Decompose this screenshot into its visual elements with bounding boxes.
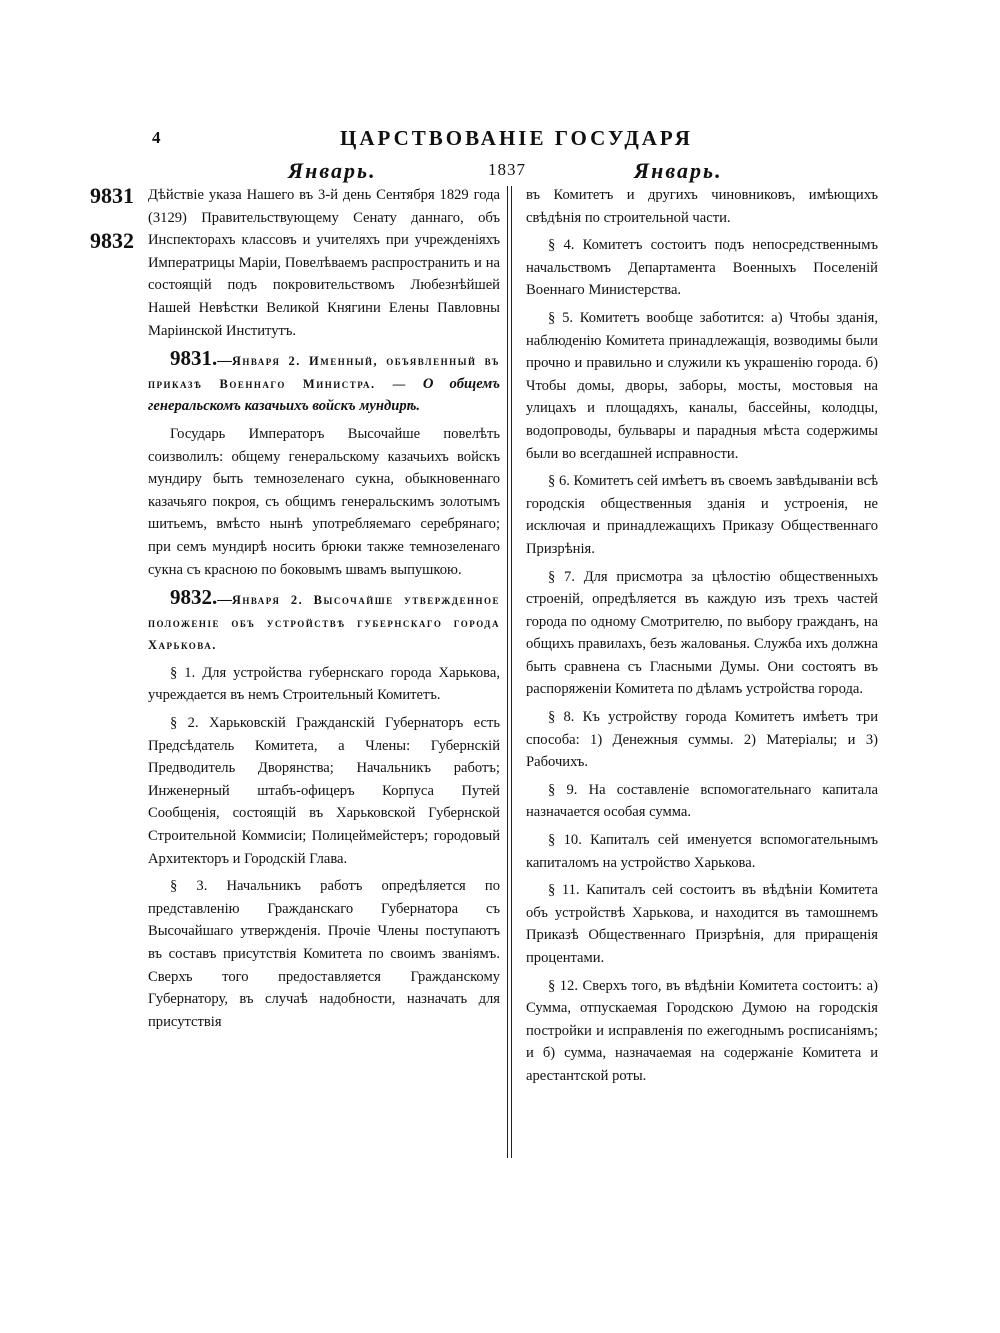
month-left: Январь. — [288, 158, 377, 183]
paragraph-5: § 5. Комитетъ вообще заботится: а) Чтобы зданія, наблюденію Комитета принадлежащія, возводимы были прочно и правильно и служили къ украшенію города. б) Чтобы домы, дворы, заборы, мосты, мостовыя на улицахъ и площадяхъ, каналы, бассейны, колодцы, водопроводы, бульвары и парадныя мѣста содержимы были во всегдашней исправности. — [526, 309, 878, 462]
paragraph-7: § 7. Для присмотра за цѣлостію общественныхъ строеній, опредѣляется въ каждую изъ трехъ частей города по одному Смотрителю, по выбору гражданъ, на общихъ правилахъ, безъ жалованья. Служба ихъ должна быть сравнена съ Гласными Думы. Они состоятъ въ распоряженіи Комитета по дѣламъ устройства города. — [526, 568, 878, 698]
entry-number: 9832. — [170, 585, 218, 610]
paragraph-12: § 12. Сверхъ того, въ вѣдѣніи Комитета состоитъ: а) Сумма, отпускаемая Городскою Думою на городскія постройки и исправленія по ежегоднымъ росписаніямъ; и б) сумма, назначаемая на содержаніе Комитета и арестантской роты. — [526, 977, 878, 1084]
right-column — [526, 184, 878, 1093]
entry-9831-text: Государь Императоръ Высочайше повелѣть соизволилъ: общему генеральскому казачьихъ войскъ мундиру быть темнозеленаго сукна, обыкновеннаго казачьяго покроя, съ общимъ генеральскимъ золотымъ шитьемъ, вмѣсто нынѣ употребляемаго серебрянаго; при семъ мундирѣ носить брюки также темнозеленаго сукна съ красною по боковымъ швамъ выпушкою. — [148, 425, 500, 578]
entry-9831-heading — [148, 347, 500, 418]
year: 1837 — [488, 160, 526, 179]
paragraph-11: § 11. Капиталъ сей состоитъ въ вѣдѣніи Комитета объ устройствѣ Харькова, и находится въ тамошнемъ Приказѣ Общественнаго Призрѣнія, для приращенія процентами. — [526, 882, 878, 966]
paragraph-6: § 6. Комитетъ сей имѣетъ въ своемъ завѣдываніи всѣ городскія общественныя зданія и устроенія, не исключая и принадлежащихъ Приказу Общественнаго Призрѣнія. — [526, 473, 879, 557]
left-column — [148, 184, 500, 1038]
entry-head-text: Января 2. Именный, объявленный въ приказѣ Военнаго Министра. — — [148, 354, 500, 391]
entry-subject: О общемъ генеральскомъ казачьихъ войскъ мундирѣ. — [148, 375, 500, 415]
paragraph-3: § 3. Начальникъ работъ опредѣляется по представленію Гражданскаго Губернатора съ Высочайшаго утвержденія. Прочіе Члены поступаютъ въ составъ присутствія Комитета по своимъ званіямъ. Сверхъ того предоставляется Гражданскому Губернатору, въ случаѣ надобности, назначать для присутствія — [148, 878, 500, 1030]
entry-9832-heading — [148, 586, 500, 657]
paragraph-2: § 2. Харьковскій Гражданскій Губернаторъ есть Предсѣдатель Комитета, а Члены: Губернскій Предводитель Дворянства; Начальникъ работъ; Инженерный штабъ-офицеръ Корпуса Путей Сообщенія, состоящій въ Харьковской Губернской Строительной Коммисіи; Полицеймейстеръ; городовый Архитекторъ и Городскій Глава. — [148, 715, 500, 867]
entry-number: 9831. — [170, 346, 218, 371]
continuation-text: въ Комитетъ и другихъ чиновниковъ, имѣющихъ свѣдѣнія по строительной части. — [526, 187, 878, 226]
page-number: 4 — [152, 128, 161, 147]
entry-dash: — — [217, 353, 232, 370]
entry-head-text: Января 2. Высочайше утвержденное положеніе объ устройствѣ губернскаго города Харькова. — [148, 593, 500, 653]
margin-number-9832: 9832 — [90, 228, 134, 253]
entry-dash: — — [217, 592, 232, 609]
paragraph-8: § 8. Къ устройству города Комитетъ имѣетъ три способа: 1) Денежныя суммы. 2) Матеріалы; и 3) Рабочихъ. — [526, 709, 878, 771]
margin-number-9831: 9831 — [90, 183, 134, 208]
month-right: Январь. — [634, 158, 723, 183]
paragraph-10: § 10. Капиталъ сей именуется вспомогательнымъ капиталомъ на устройство Харькова. — [526, 832, 878, 871]
running-title: ЦАРСТВОВАНІЕ ГОСУДАРЯ — [340, 126, 693, 150]
paragraph-9: § 9. На составленіе вспомогательнаго капитала назначается особая сумма. — [526, 781, 878, 821]
preamble-text: Дѣйствіе указа Нашего въ 3-й день Сентября 1829 года (3129) Правительствующему Сенату даннаго, объ Инспекторахъ классовъ и учителяхъ при учрежденіяхъ Императрицы Маріи, Повелѣваемъ распространить и на состоящій подъ покровительствомъ Любезнѣйшей Нашей Невѣстки Великой Княгини Елены Павловны Маріинской Институтъ. — [148, 187, 500, 339]
paragraph-4: § 4. Комитетъ состоитъ подъ непосредственнымъ начальствомъ Департамента Военныхъ Поселеній Военнаго Министерства. — [526, 237, 878, 299]
column-divider — [507, 186, 512, 1158]
paragraph-1: § 1. Для устройства губернскаго города Харькова, учреждается въ немъ Строительный Комитетъ. — [148, 664, 500, 704]
